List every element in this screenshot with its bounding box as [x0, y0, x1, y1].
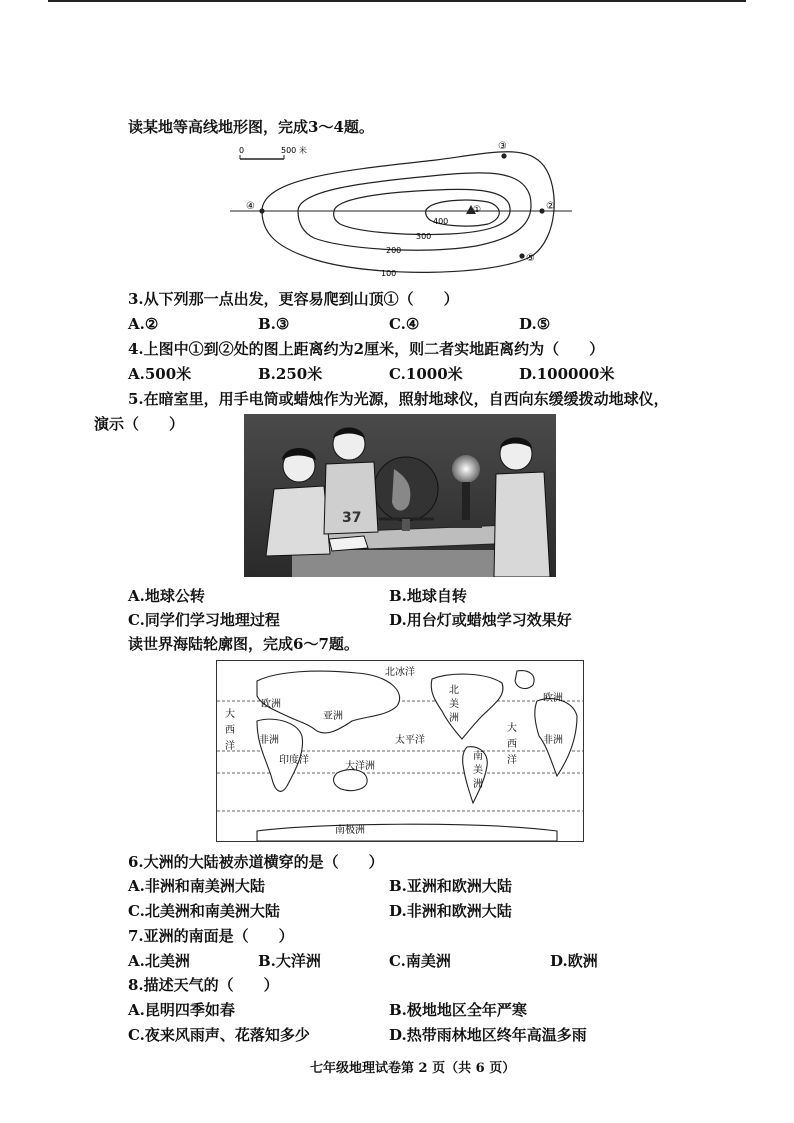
q5-option-d[interactable]: D.用台灯或蜡烛学习效果好 [389, 611, 572, 629]
q4-option-c[interactable]: C.1000米 [389, 365, 463, 383]
scale-zero: 0 [239, 146, 245, 155]
point-3: ③ [498, 141, 507, 152]
q6-option-d[interactable]: D.非洲和欧洲大陆 [389, 902, 512, 920]
q34-intro: 读某地等高线地形图，完成3～4题。 [128, 118, 374, 136]
point-1: ① [473, 205, 482, 215]
label-na-3: 洲 [449, 713, 459, 724]
q4-option-a[interactable]: A.500米 [128, 365, 192, 383]
q5-option-b[interactable]: B.地球自转 [389, 587, 467, 605]
contour-label-400: 400 [433, 217, 449, 226]
label-sa-3: 洲 [473, 779, 483, 790]
q3-stem: 3.从下列那一点出发，更容易爬到山顶①（ ） [128, 290, 459, 308]
q6-option-c[interactable]: C.北美洲和南美洲大陆 [128, 902, 280, 920]
scale-label: 500 米 [281, 146, 307, 155]
label-arctic: 北冰洋 [385, 667, 415, 678]
q8-option-a[interactable]: A.昆明四季如春 [128, 1001, 235, 1019]
q5-option-c[interactable]: C.同学们学习地理过程 [128, 611, 280, 629]
header-rule [48, 0, 746, 2]
world-map [216, 660, 584, 842]
q3-option-a[interactable]: A.② [128, 315, 159, 333]
label-europe-right: 欧洲 [543, 693, 563, 704]
q6-option-a[interactable]: A.非洲和南美洲大陆 [128, 877, 265, 895]
q4-option-b[interactable]: B.250米 [258, 365, 323, 383]
contour-label-100: 100 [381, 269, 397, 278]
q8-option-d[interactable]: D.热带雨林地区终年高温多雨 [389, 1026, 587, 1044]
q5-stem-line2: 演示（ ） [94, 415, 185, 433]
globe-illustration [244, 414, 556, 577]
label-africa-right: 非洲 [543, 735, 563, 746]
q4-stem: 4.上图中①到②处的图上距离约为2厘米，则二者实地距离约为（ ） [128, 340, 605, 358]
contour-map [226, 138, 576, 280]
q3-option-b[interactable]: B.③ [258, 315, 290, 333]
q67-intro: 读世界海陆轮廓图，完成6～7题。 [128, 635, 359, 653]
label-atlantic-right-3: 洋 [507, 755, 517, 766]
label-asia: 亚洲 [323, 711, 343, 722]
q5-option-a[interactable]: A.地球公转 [128, 587, 205, 605]
point-2: ② [546, 201, 555, 212]
label-atlantic-left-3: 洋 [225, 741, 235, 752]
label-oceania: 大洋洲 [345, 761, 375, 772]
q6-option-b[interactable]: B.亚洲和欧洲大陆 [389, 877, 512, 895]
q8-option-c[interactable]: C.夜来风雨声、花落知多少 [128, 1026, 310, 1044]
q7-option-b[interactable]: B.大洋洲 [258, 952, 321, 970]
contour-label-200: 200 [386, 246, 402, 255]
label-na-2: 美 [449, 699, 459, 710]
point-5: ⑤ [526, 253, 535, 264]
label-sa-2: 美 [473, 765, 483, 776]
q8-stem: 8.描述天气的（ ） [128, 976, 279, 994]
label-atlantic-left-1: 大 [225, 709, 235, 720]
label-africa: 非洲 [259, 735, 279, 746]
label-sa-1: 南 [473, 751, 483, 762]
label-antarctica: 南极洲 [335, 825, 365, 836]
label-indian: 印度洋 [279, 755, 309, 766]
q8-option-b[interactable]: B.极地地区全年严寒 [389, 1001, 527, 1019]
label-na-1: 北 [449, 685, 459, 696]
q3-option-c[interactable]: C.④ [389, 315, 420, 333]
label-pacific: 太平洋 [395, 735, 425, 746]
page-footer: 七年级地理试卷第 2 页（共 6 页） [310, 1061, 516, 1076]
shirt-number: 37 [342, 510, 362, 526]
q7-option-a[interactable]: A.北美洲 [128, 952, 190, 970]
q6-stem: 6.大洲的大陆被赤道横穿的是（ ） [128, 853, 384, 871]
label-atlantic-left-2: 西 [225, 725, 235, 736]
q7-option-d[interactable]: D.欧洲 [550, 952, 598, 970]
label-atlantic-right-1: 大 [507, 723, 517, 734]
point-4: ④ [246, 201, 255, 212]
label-atlantic-right-2: 西 [507, 739, 517, 750]
q4-option-d[interactable]: D.100000米 [519, 365, 615, 383]
label-europe-left: 欧洲 [261, 699, 281, 710]
q3-option-d[interactable]: D.⑤ [519, 315, 551, 333]
contour-label-300: 300 [416, 232, 432, 241]
q5-stem-line1: 5.在暗室里，用手电筒或蜡烛作为光源，照射地球仪，自西向东缓缓拨动地球仪， [128, 390, 669, 408]
q7-option-c[interactable]: C.南美洲 [389, 952, 451, 970]
q7-stem: 7.亚洲的南面是（ ） [128, 927, 294, 945]
